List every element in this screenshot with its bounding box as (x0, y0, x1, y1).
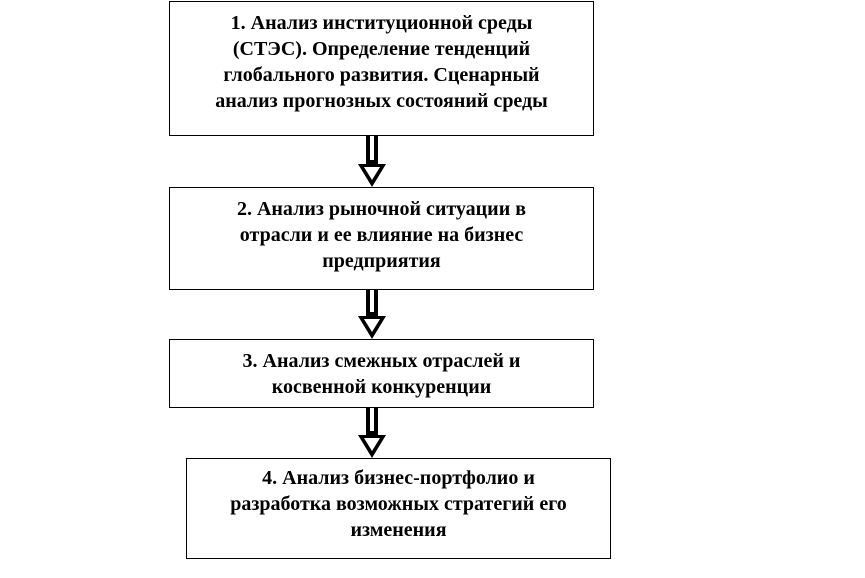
arrow-down-icon (358, 290, 386, 339)
step-label-4: 4. Анализ бизнес-портфолио и разработка возможных стратегий его изменения (230, 467, 567, 541)
step-label-2: 2. Анализ рыночной ситуации в отрасли и ее влияние на бизнес предприятия (236, 198, 527, 272)
step-box-4 (186, 458, 611, 559)
step-box-3 (169, 339, 594, 408)
step-label-1: 1. Анализ институционной среды (СТЭС). Определение тенденций глобального развития. Сценарный анализ прогнозных состояний среды (215, 12, 548, 112)
step-box-2 (169, 187, 594, 290)
arrow-down-icon (358, 136, 386, 187)
step-box-1 (169, 1, 594, 136)
step-label-3: 3. Анализ смежных отраслей и косвенной конкуренции (242, 350, 521, 398)
arrow-down-icon (358, 408, 386, 458)
